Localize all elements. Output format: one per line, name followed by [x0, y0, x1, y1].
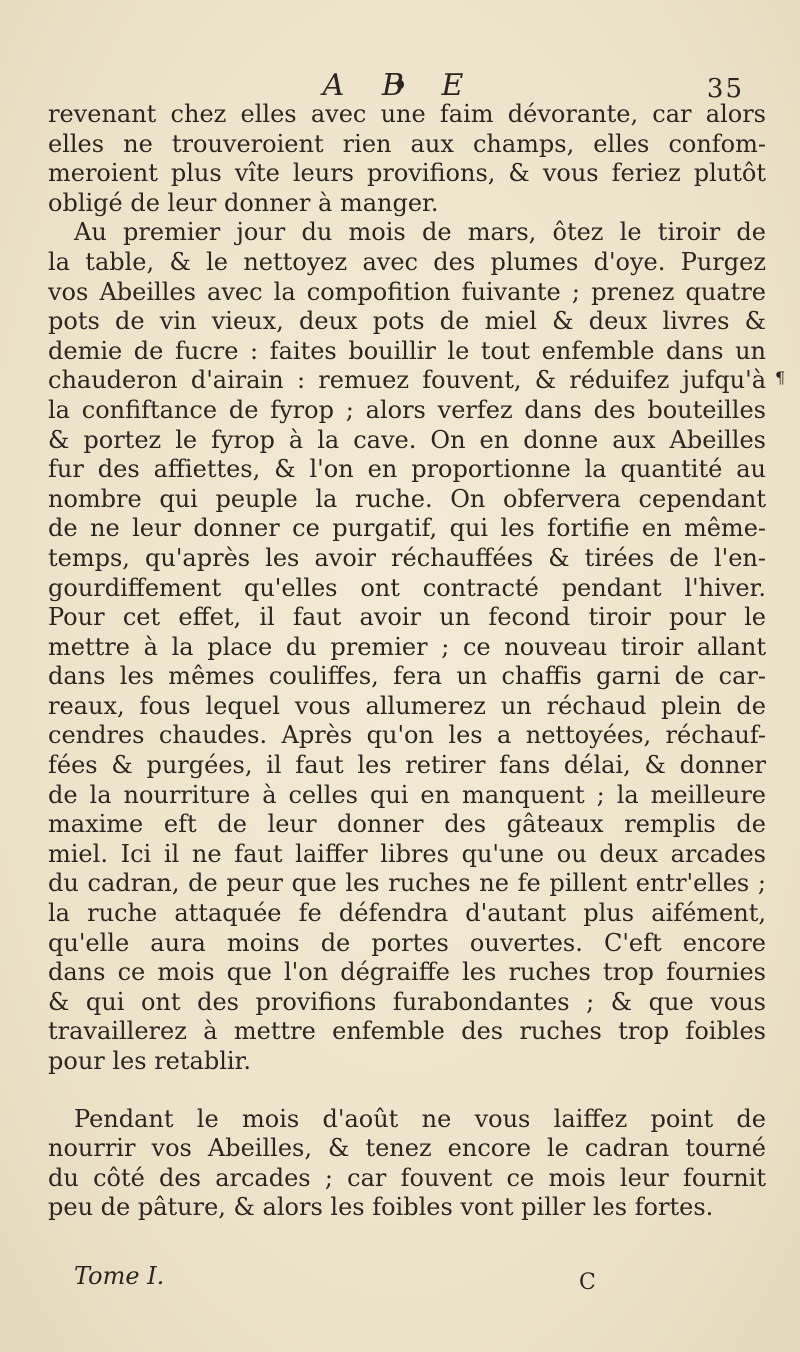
signature-mark: C	[579, 1270, 596, 1295]
text-line: maxime eft de leur donner des gâteaux remplis de	[48, 810, 766, 839]
text-line: cendres chaudes. Après qu'on les a nettoyées, réchauf-	[48, 721, 766, 750]
text-line: obligé de leur donner à manger.	[48, 188, 439, 217]
page-number: 35	[706, 74, 744, 104]
text-line: travaillerez à mettre enfemble des ruches trop foibles	[48, 1017, 766, 1046]
text-line: mettre à la place du premier ; ce nouveau tiroir allant	[48, 632, 766, 661]
text-line: peu de pâture, & alors les foibles vont piller les fortes.	[48, 1193, 714, 1222]
text-line: nombre qui peuple la ruche. On obfervera cependant	[48, 484, 766, 513]
text-line: dans ce mois que l'on dégraiffe les ruches trop fournies	[48, 958, 766, 987]
text-line: Pour cet effet, il faut avoir un fecond tiroir pour le	[48, 603, 766, 632]
text-line: demie de fucre : faites bouillir le tout enfemble dans un	[48, 336, 766, 365]
text-line: dans les mêmes couliffes, fera un chaffis garni de car-	[48, 662, 766, 691]
running-title: A B E	[322, 68, 478, 103]
text-line: du cadran, de peur que les ruches ne fe pillent entr'elles ;	[48, 869, 766, 898]
text-line: reaux, fous lequel vous allumerez un réchaud plein de	[48, 691, 766, 720]
page-footer	[74, 1262, 764, 1302]
text-line: fur des affiettes, & l'on en proportionne la quantité au	[48, 455, 766, 484]
body-text	[48, 100, 766, 1223]
text-line: temps, qu'après les avoir réchauffées & tirées de l'en-	[48, 543, 766, 572]
text-line: de la nourriture à celles qui en manquent ; la meilleure	[48, 780, 766, 809]
text-line: nourrir vos Abeilles, & tenez encore le cadran tourné	[48, 1134, 766, 1163]
text-line: de ne leur donner ce purgatif, qui les fortifie en même-	[48, 514, 766, 543]
text-line: & qui ont des provifions furabondantes ; & que vous	[48, 987, 766, 1016]
volume-label: Tome I.	[74, 1262, 165, 1290]
text-line: pour les retablir.	[48, 1047, 252, 1075]
text-line: gourdiffement qu'elles ont contracté pendant l'hiver.	[48, 573, 766, 602]
text-line: du côté des arcades ; car fouvent ce mois leur fournit	[48, 1163, 766, 1192]
text-line: revenant chez elles avec une faim dévorante, car alors	[48, 100, 766, 128]
text-line: la confiftance de fyrop ; alors verfez dans des bouteilles	[48, 395, 766, 424]
text-line: elles ne trouveroient rien aux champs, elles confom-	[48, 129, 766, 158]
paragraph-gap	[48, 1077, 766, 1105]
text-line: fées & purgées, il faut les retirer fans délai, & donner	[48, 751, 766, 780]
text-line: qu'elle aura moins de portes ouvertes. C'eft encore	[48, 928, 766, 957]
text-line: la ruche attaquée fe défendra d'autant plus aifément,	[48, 899, 766, 928]
text-line: la table, & le nettoyez avec des plumes d'oye. Purgez	[48, 247, 766, 276]
text-line: chauderon d'airain : remuez fouvent, & réduifez jufqu'à	[48, 366, 766, 395]
text-line: Au premier jour du mois de mars, ôtez le tiroir de	[74, 218, 766, 247]
text-line: & portez le fyrop à la cave. On en donne aux Abeilles	[48, 425, 766, 454]
text-line: vos Abeilles avec la compofition fuivante ; prenez quatre	[48, 277, 766, 306]
text-line: pots de vin vieux, deux pots de miel & deux livres &	[48, 307, 766, 336]
margin-mark: ¶	[775, 368, 786, 387]
text-line: Pendant le mois d'août ne vous laiffez point de	[74, 1104, 766, 1133]
text-line: miel. Ici il ne faut laiffer libres qu'une ou deux arcades	[48, 839, 766, 868]
text-line: meroient plus vîte leurs provifions, & vous feriez plutôt	[48, 159, 766, 188]
